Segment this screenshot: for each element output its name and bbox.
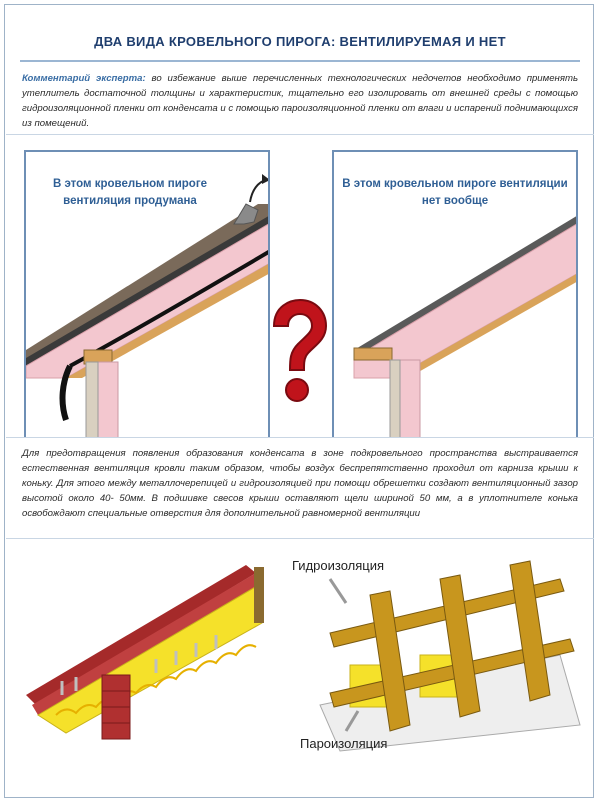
section-divider — [6, 134, 594, 135]
timber-grid-illustration — [300, 555, 590, 760]
ventilated-roof-panel — [24, 150, 270, 437]
page-title: ДВА ВИДА КРОВЕЛЬНОГО ПИРОГА: ВЕНТИЛИРУЕМАЯ И НЕТ — [94, 34, 506, 49]
unventilated-caption: В этом кровельном пироге вентиляции нет вообще — [342, 178, 568, 207]
vapor-barrier-label: Пароизоляция — [300, 736, 388, 751]
section-divider-2 — [6, 538, 594, 539]
expert-comment — [22, 71, 578, 131]
ventilated-caption: В этом кровельном пироге вентиляция продумана — [52, 178, 208, 207]
ventilation-paragraph: Для предотвращения появления образования конденсата в зоне подкровельного пространства выстраивается естественная вентиляция кровли таким образом, чтобы воздух беспрепятственно проходил от карниза крыши к коньку. Для этого между металлочерепицей и гидроизоляцией при помощи обрешетки создают вентиляционный зазор высотой около 40- 50мм. В подшивке свесов крыши оставляют щели шириной 50 мм, а в уплотнителе конька освобождают специальные отверстия для дополнительной равномерной вентиляции — [22, 448, 578, 519]
waterproofing-label: Гидроизоляция — [292, 558, 385, 573]
roof-cross-section — [26, 555, 276, 750]
expert-comment-lead: Комментарий эксперта: — [22, 73, 146, 84]
expert-comment-text: во избежание выше перечисленных технологических недочетов необходимо применять утеплитель достаточной толщины и характеристик, тщательно его изолировать от внешней среды с помощью гидроизоляционной пленки от конденсата и с помощью пароизоляционной пленки от влаги и испарений поднимающихся из помещений. — [22, 73, 578, 129]
unventilated-roof-panel — [332, 150, 578, 437]
arrow-pointer-icon — [330, 579, 346, 603]
panels-bottom-divider — [6, 437, 594, 438]
question-mark-icon — [268, 298, 328, 415]
title-divider — [20, 60, 580, 62]
air-flow-arrow-icon — [250, 180, 266, 202]
